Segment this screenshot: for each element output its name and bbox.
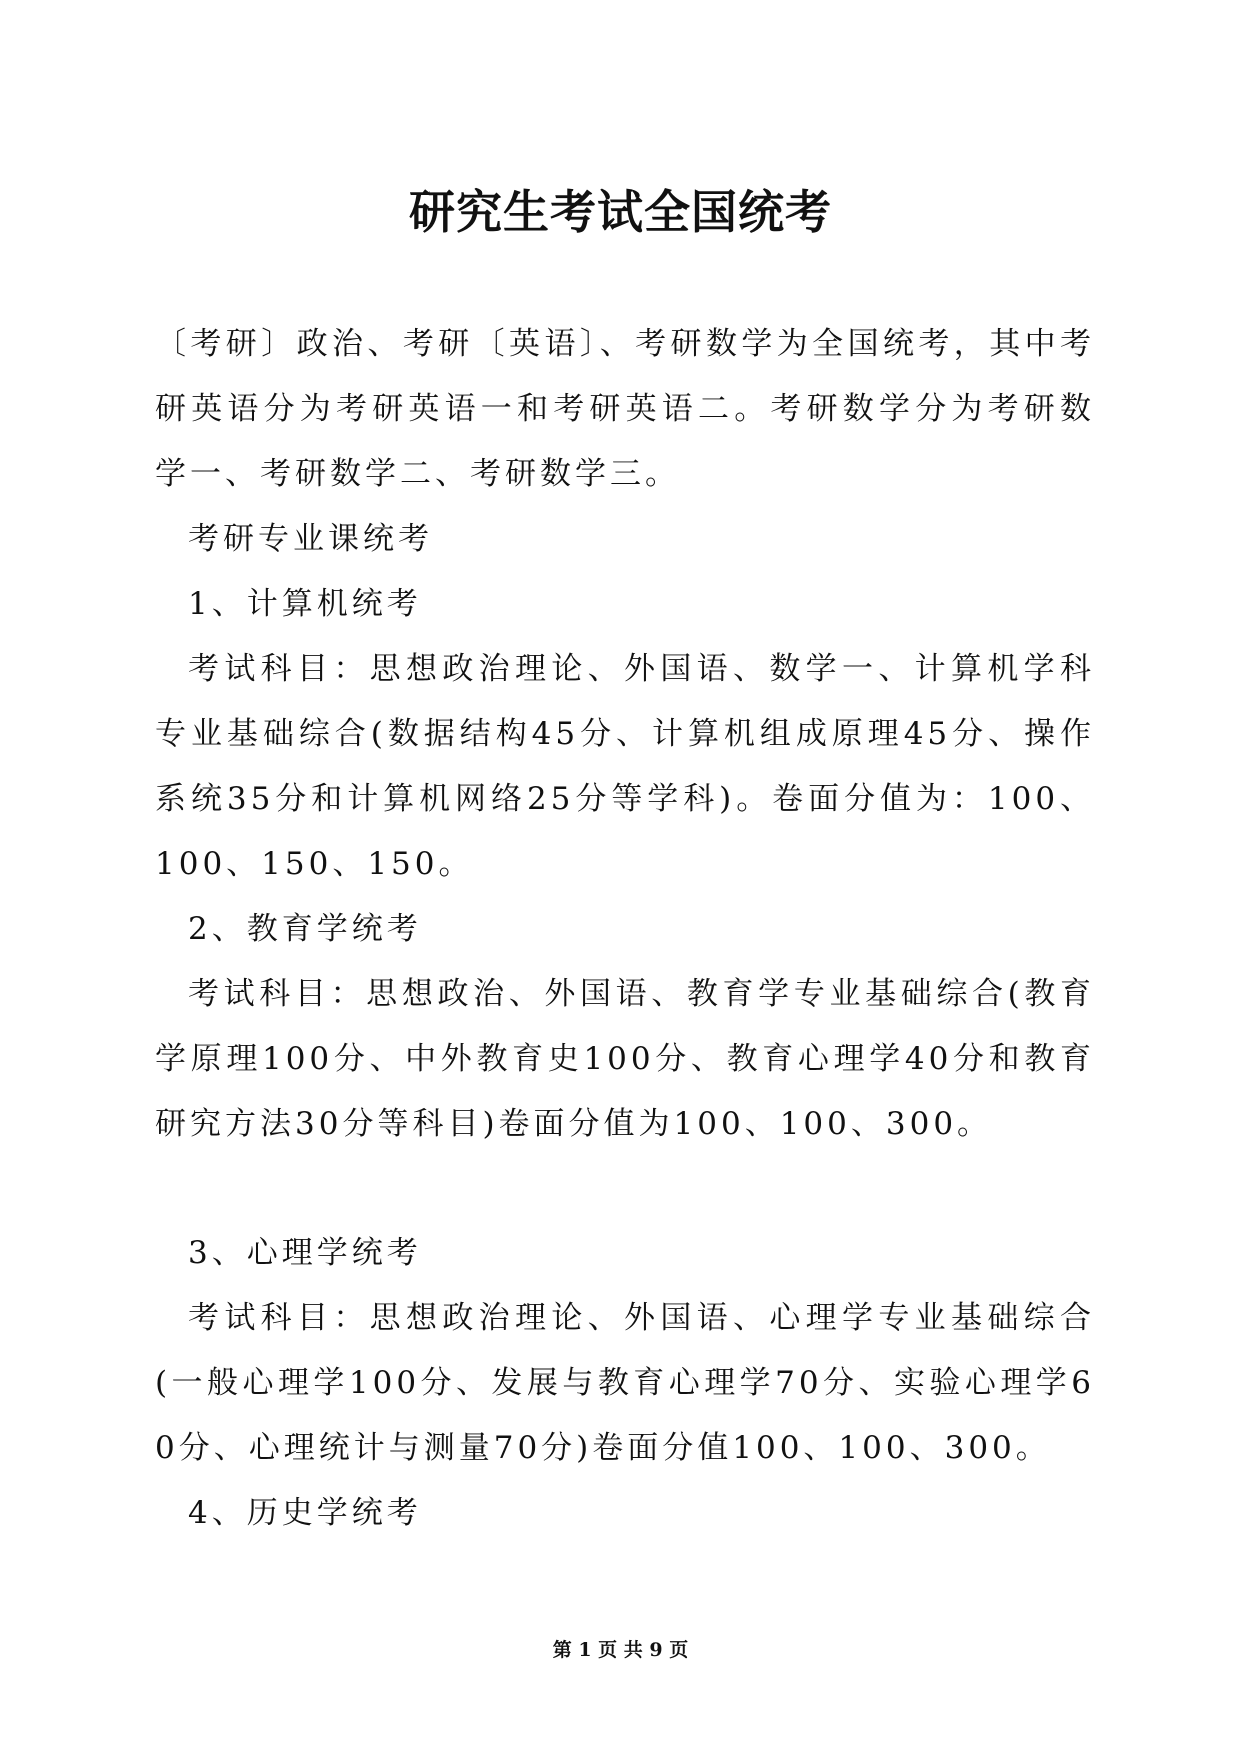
psychology-subjects-paragraph: 考试科目：思想政治理论、外国语、心理学专业基础综合(一般心理学100分、发展与教育心理学70分、实验心理学60分、心理统计与测量70分)卷面分值100、100、300。	[155, 1300, 1095, 1466]
education-subjects-paragraph: 考试科目：思想政治、外国语、教育学专业基础综合(教育学原理100分、中外教育史100分、教育心理学40分和教育研究方法30分等科目)卷面分值为100、100、300。	[155, 976, 1095, 1142]
section-heading-professional-courses: 考研专业课统考	[188, 521, 433, 557]
intro-paragraph: 〔考研〕政治、考研〔英语〕、考研数学为全国统考，其中考研英语分为考研英语一和考研英语二。考研数学分为考研数学一、考研数学二、考研数学三。	[155, 326, 1095, 492]
computer-subjects-paragraph: 考试科目：思想政治理论、外国语、数学一、计算机学科专业基础综合(数据结构45分、计算机组成原理45分、操作系统35分和计算机网络25分等学科)。卷面分值为：100、100、150、150。	[155, 651, 1095, 882]
document-title: 研究生考试全国统考	[409, 185, 832, 239]
section-heading-history: 4、历史学统考	[188, 1495, 422, 1531]
section-heading-computer: 1、计算机统考	[188, 586, 422, 622]
section-heading-psychology: 3、心理学统考	[188, 1235, 422, 1271]
section-heading-education: 2、教育学统考	[188, 911, 422, 947]
page-number-footer: 第 1 页 共 9 页	[552, 1639, 689, 1661]
paragraph-spacer	[155, 1157, 1095, 1221]
document-body	[155, 312, 1095, 1546]
